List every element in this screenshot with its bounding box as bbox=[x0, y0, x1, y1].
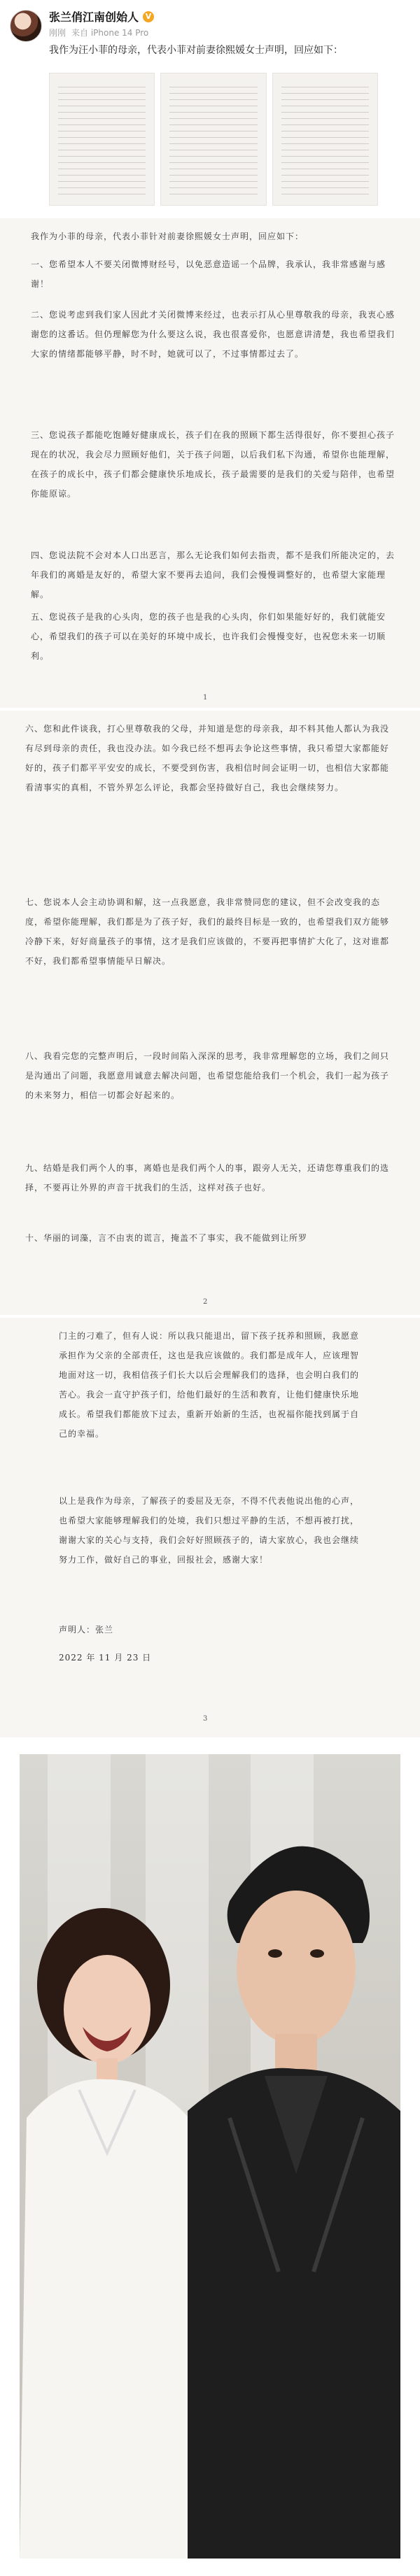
document-thumbnail[interactable] bbox=[160, 73, 266, 206]
doc-paragraph: 一、您希望本人不要关闭微博财经号，以免恶意造谣一个品牌，我承认，我非常感谢与感谢！ bbox=[31, 259, 386, 289]
signatory: 声明人：张兰 bbox=[59, 1625, 114, 1635]
document-date: 2022 年 11 月 23 日 bbox=[59, 1653, 152, 1663]
doc-paragraph: 以上是我作为母亲，了解孩子的委屈及无奈，不得不代表他说出他的心声，也希望大家能够理解我们的处境，我们只想过平静的生活，不想再被打扰，谢谢大家的关心与支持，我们会好好照顾孩子的，请大家放心，我也会继续努力工作，做好自己的事业，回报社会，感谢大家！ bbox=[59, 1496, 360, 1565]
post-text: 我作为汪小菲的母亲，代表小菲对前妻徐熙媛女士声明，回应如下： bbox=[49, 45, 343, 56]
document-thumbnails bbox=[49, 73, 378, 206]
post-photo[interactable] bbox=[20, 1754, 400, 2559]
post-source: 来自 iPhone 14 Pro bbox=[71, 28, 149, 38]
doc-paragraph: 八、我看完您的完整声明后，一段时间陷入深深的思考，我非常理解您的立场，我们之间只是沟通出了问题，我愿意用诚意去解决问题，也希望您能给我们一个机会，我们一起为孩子的未来努力，相信一切都会好起来的。 bbox=[25, 1051, 390, 1100]
doc-paragraph: 三、您说孩子都能吃饱睡好健康成长，孩子们在我的照顾下都生活得很好，你不要担心孩子现在的状况，我会尽力照顾好他们，关于孩子问题，以后我们私下沟通，希望你也能理解，在孩子的成长中，孩子们都会健康快乐地成长，孩子最需要的是我们的关爱与陪伴，也希望你能原谅。 bbox=[31, 430, 396, 499]
doc-paragraph: 九、结婚是我们两个人的事，离婚也是我们两个人的事，跟旁人无关，还请您尊重我们的选择，不要再让外界的声音干扰我们的生活，这样对孩子也好。 bbox=[25, 1163, 390, 1193]
post-time: 刚刚 bbox=[49, 28, 66, 38]
doc-paragraph: 十、华丽的词藻，言不由衷的谎言，掩盖不了事实，我不能做到让所罗 bbox=[25, 1233, 308, 1243]
doc-paragraph: 门主的刁难了，但有人说：所以我只能退出，留下孩子抚养和照顾，我愿意承担作为父亲的全部责任，这也是我应该做的。我们都是成年人，应该理智地面对这一切，我相信孩子们长大以后会理解我们的选择，也会明白我们的苦心。我会一直守护孩子们，给他们最好的生活和教育，让他们健康快乐地成长。希望我们都能放下过去，重新开始新的生活，也祝福你能找到属于自己的幸福。 bbox=[59, 1331, 360, 1439]
page-number: 1 bbox=[203, 694, 208, 702]
document-thumbnail[interactable] bbox=[49, 73, 155, 206]
author-row bbox=[49, 8, 154, 24]
doc-paragraph: 七、您说本人会主动协调和解，这一点我愿意，我非常赞同您的建议，但不会改变我的态度，希望你能理解，我们都是为了孩子好，我们的最终目标是一致的，也希望我们双方能够冷静下来，好好商量孩子的事情，这才是我们应该做的，不要再把事情扩大化了，这对谁都不好，我们都希望事情能早日解决。 bbox=[25, 897, 390, 966]
avatar[interactable] bbox=[10, 10, 42, 42]
page-number: 3 bbox=[203, 1715, 208, 1723]
document-page-3 bbox=[0, 1318, 420, 1737]
author-name[interactable]: 张兰俏江南创始人 bbox=[49, 10, 139, 24]
doc-paragraph: 四、您说法院不会对本人口出恶言，那么无论我们如何去指责，都不是我们所能决定的，去年我们的离婚是友好的，希望大家不要再去追问，我们会慢慢调整好的，也希望大家能理解。 bbox=[31, 550, 396, 599]
page-number: 2 bbox=[203, 1298, 208, 1306]
man-figure bbox=[188, 1782, 400, 2559]
post-meta bbox=[49, 27, 148, 38]
verified-badge-icon: V bbox=[143, 11, 154, 22]
document-page-1 bbox=[0, 218, 420, 708]
doc-paragraph: 我作为小菲的母亲，代表小菲针对前妻徐熙媛女士声明，回应如下： bbox=[31, 232, 304, 241]
document-thumbnail[interactable] bbox=[272, 73, 378, 206]
document-page-2 bbox=[0, 711, 420, 1315]
doc-paragraph: 五、您说孩子是我的心头肉，您的孩子也是我的心头肉，你们如果能好好的，我们就能安心，希望我们的孩子可以在美好的环境中成长，也许我们会慢慢变好，也祝您未来一切顺利。 bbox=[31, 612, 386, 661]
doc-paragraph: 六、您和此件谈我，打心里尊敬我的父母，并知道是您的母亲我，却不料其他人都认为我没有尽到母亲的责任，我也没办法。如今我已经不想再去争论这些事情，我只希望大家都能好好的，孩子们都平平安安的成长，不要受到伤害，我相信时间会证明一切，也相信大家都能看清事实的真相，不管外界怎么评论，我都会坚持做好自己，我也会继续努力。 bbox=[25, 724, 390, 792]
post-header bbox=[0, 0, 420, 84]
doc-paragraph: 二、您说考虑到我们家人因此才关闭微博来经过，也表示打从心里尊敬我的母亲，我衷心感谢您的这番话。但仍理解您为什么要这么说，我也很喜爱你，也愿意讲清楚，我也希望我们大家的情绪都能够平静，时不时，她就可以了，不过事情都过去了。 bbox=[31, 310, 396, 359]
